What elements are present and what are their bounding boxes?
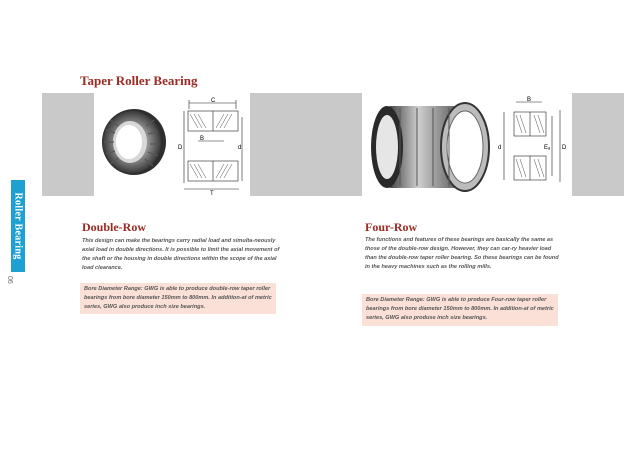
- dim-label-d-inner: d: [498, 145, 502, 151]
- four-row-title: Four-Row: [365, 220, 418, 234]
- dim-label-d-outer: D: [178, 145, 183, 151]
- four-row-bearing-photo: [365, 96, 490, 196]
- dim-label-b: B: [200, 136, 205, 142]
- dim-label-t: T: [210, 191, 214, 195]
- section-side-tab: [11, 180, 25, 272]
- dim-label-e: Eₐ: [544, 145, 551, 151]
- double-row-title: Double-Row: [82, 220, 147, 234]
- four-row-description: The functions and features of these bearings are basically the same as those of the double-row design. However, they can car-ry heavier load than the double-row taper roller bearing. So these bearings can be found in the heavy machines such as the rolling mills.: [365, 237, 559, 270]
- dim-label-c: C: [211, 98, 216, 104]
- left-band: [42, 93, 94, 196]
- page-title: Taper Roller Bearing: [80, 73, 198, 88]
- four-row-note: Bore Diameter Range: GWG is able to produce Four-row taper roller bearings from bore diameter 150mm to 800mm. In addition-at of metric series, GWG also produse inch size bearings.: [362, 294, 558, 326]
- dim-label-b: B: [527, 97, 532, 103]
- dim-label-d-inner: d: [238, 145, 242, 151]
- middle-band: [250, 93, 362, 196]
- side-tab-label: Roller Bearing: [12, 192, 24, 260]
- four-row-section-diagram: [494, 96, 570, 196]
- double-row-description: This design can make the bearings carry radial load and simulta-neously axial load in double directions. It is possible to limit the axial movement of the shaft or the housing in double directions within the scope of the axial load clearance.: [82, 238, 280, 271]
- right-band: [572, 93, 624, 196]
- double-row-section-diagram: [176, 97, 248, 195]
- double-row-bearing-photo: [96, 106, 168, 178]
- page-number: 06: [6, 276, 13, 284]
- double-row-note: Bore Diameter Range: GWG is able to produce double-row taper roller bearings from bore diameter 150mm to 800mm. In addition-at of metric series, GWG also produce inch size bearings.: [80, 283, 276, 314]
- dim-label-d-outer: D: [562, 145, 567, 151]
